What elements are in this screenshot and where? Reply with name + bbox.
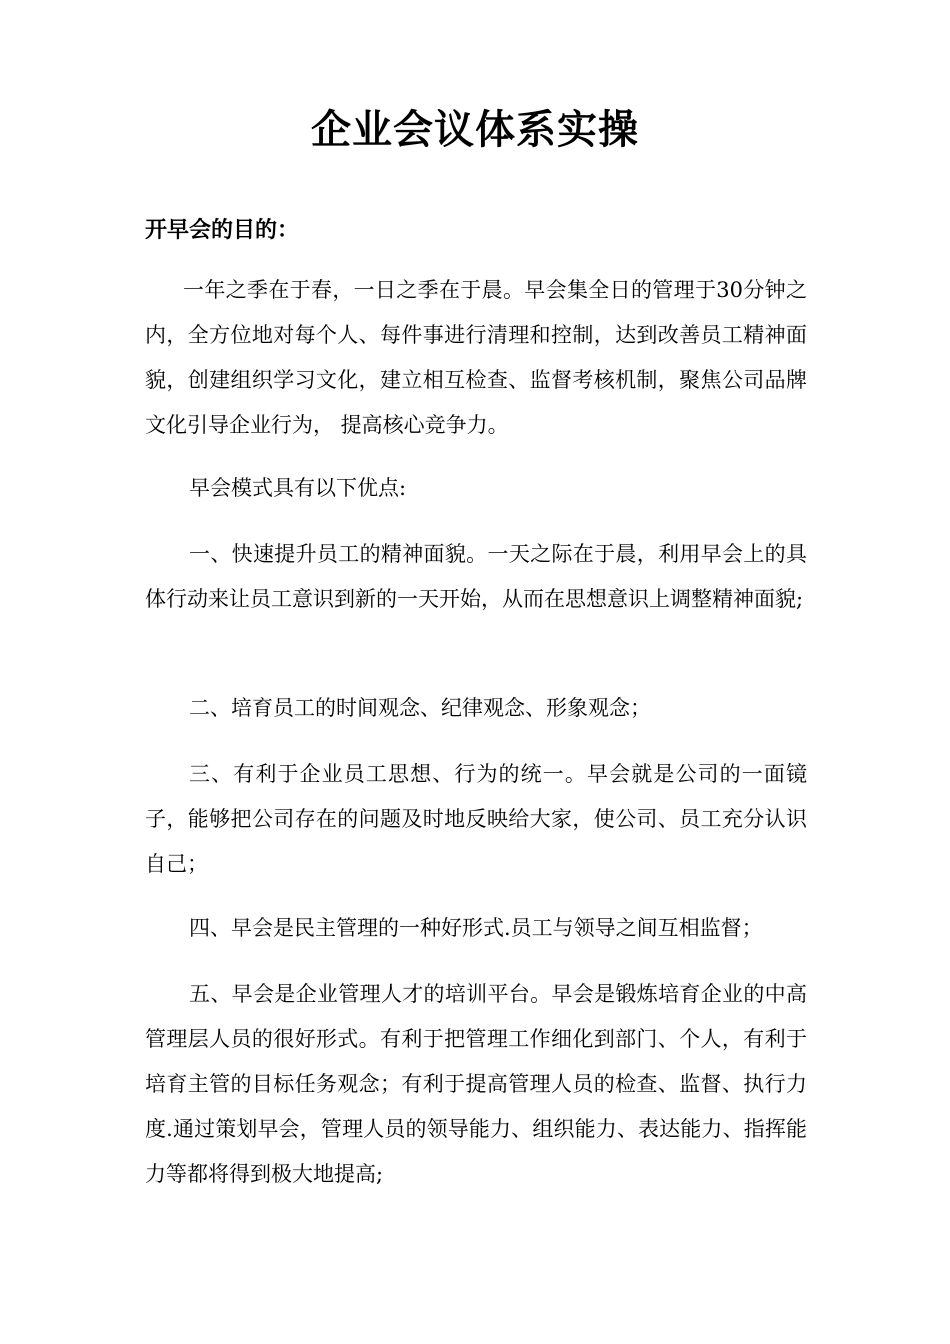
point-four-paragraph: 四、早会是民主管理的一种好形式.员工与领导之间互相监督； [189,916,763,940]
document-title: 企业会议体系实操 [311,106,639,153]
section-heading: 开早会的目的： [145,218,300,243]
point-two-paragraph: 二、培育员工的时间观念、纪律观念、形象观念； [189,696,651,720]
point-one-paragraph: 一、快速提升员工的精神面貌。一天之际在于晨，利用早会上的具体行动来让员工意识到新的一天开始，从而在思想意识上调整精神面貌; [145,542,807,611]
intro-paragraph: 一年之季在于春，一日之季在于晨。早会集全日的管理于30分钟之内，全方位地对每个人、每件事进行清理和控制，达到改善员工精神面貌，创建组织学习文化，建立相互检查、监督考核机制，聚焦公司品牌文化引导企业行为， 提高核心竞争力。 [145,278,807,437]
advantages-paragraph: 早会模式具有以下优点: [189,476,407,500]
point-five-paragraph: 五、早会是企业管理人才的培训平台。早会是锻炼培育企业的中高管理层人员的很好形式。有利于把管理工作细化到部门、个人，有利于培育主管的目标任务观念；有利于提高管理人员的检查、监督、执行力度.通过策划早会，管理人员的领导能力、组织能力、表达能力、指挥能力等都将得到极大地提高; [145,982,807,1186]
point-three-paragraph: 三、有利于企业员工思想、行为的统一。早会就是公司的一面镜子，能够把公司存在的问题及时地反映给大家，使公司、员工充分认识自己； [145,762,807,876]
